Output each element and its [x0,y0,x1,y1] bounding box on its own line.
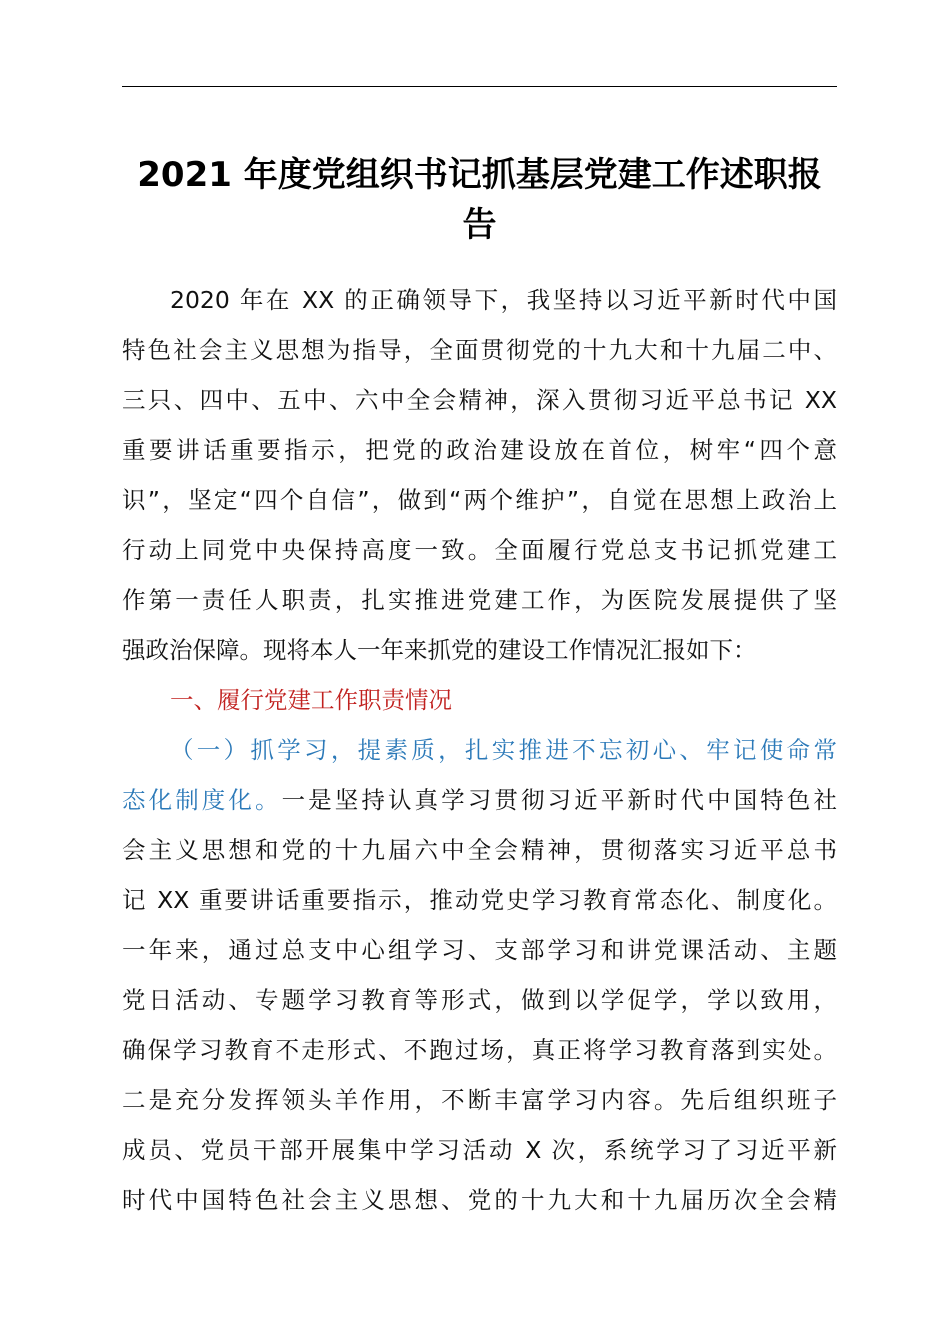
body-line: 成员、党员干部开展集中学习活动 X 次，系统学习了习近平新 [122,1136,837,1164]
document-title [122,150,837,250]
body-line: 时代中国特色社会主义思想、党的十九大和十九届历次全会精 [122,1186,837,1214]
intro-line: 强政治保障。现将本人一年来抓党的建设工作情况汇报如下： [122,636,757,664]
intro-line: 行动上同党中央保持高度一致。全面履行党总支书记抓党建工 [122,536,837,564]
intro-line: 2020 年在 XX 的正确领导下，我坚持以习近平新时代中国 [170,286,837,314]
intro-line: 作第一责任人职责，扎实推进党建工作，为医院发展提供了坚 [122,586,837,614]
body-line: 记 XX 重要讲话重要指示，推动党史学习教育常态化、制度化。 [122,886,837,914]
intro-line: 识”，坚定“四个自信”，做到“两个维护”，自觉在思想上政治上 [122,486,837,514]
intro-line: 三只、四中、五中、六中全会精神，深入贯彻习近平总书记 XX [122,386,837,414]
title-line-2: 告 [462,205,497,245]
body-line: 一年来，通过总支中心组学习、支部学习和讲党课活动、主题 [122,936,837,964]
body-line-start: 一是坚持认真学习贯彻习近平新时代中国特色社 [281,786,838,814]
subsection-heading-continued: 态化制度化。 [122,786,282,814]
body-line: 二是充分发挥领头羊作用，不断丰富学习内容。先后组织班子 [122,1086,837,1114]
body-line: 会主义思想和党的十九届六中全会精神，贯彻落实习近平总书 [122,836,837,864]
title-line-1: 2021 年度党组织书记抓基层党建工作述职报 [137,155,822,195]
intro-line: 特色社会主义思想为指导，全面贯彻党的十九大和十九届二中、 [122,336,837,364]
subsection-heading: （一）抓学习，提素质，扎实推进不忘初心、牢记使命常 [170,736,837,764]
section-heading: 一、履行党建工作职责情况 [170,686,452,714]
body-line: 党日活动、专题学习教育等形式，做到以学促学，学以致用， [122,986,837,1014]
body-line: 确保学习教育不走形式、不跑过场，真正将学习教育落到实处。 [122,1036,837,1064]
header-rule [122,86,837,87]
subsection-first-line [122,775,837,825]
intro-line: 重要讲话重要指示，把党的政治建设放在首位，树牢“四个意 [122,436,837,464]
document-body [122,275,837,1225]
